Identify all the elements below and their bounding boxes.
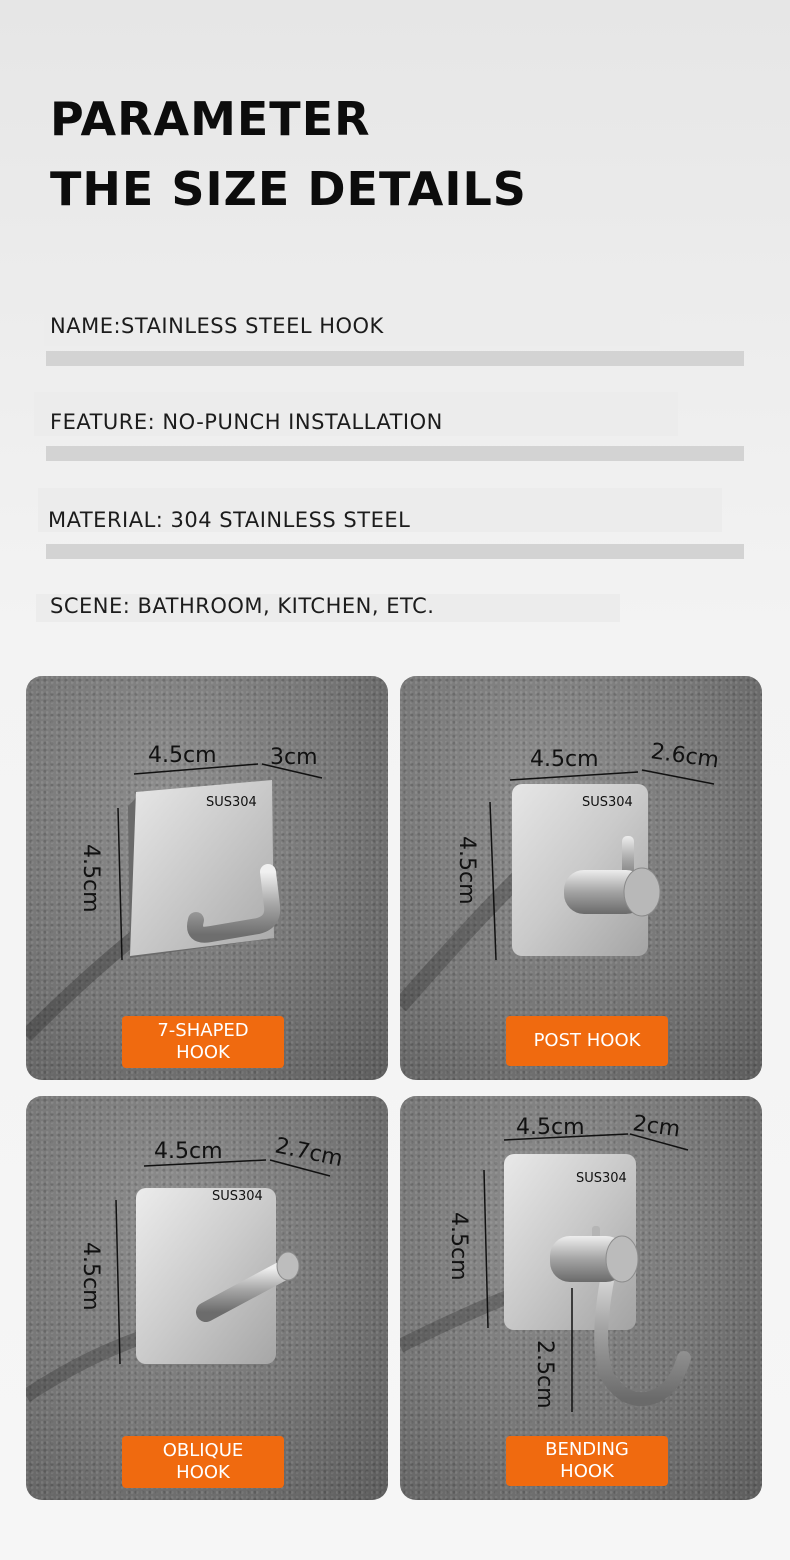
height-dimension: 4.5cm: [78, 844, 103, 913]
page-title: PARAMETER: [50, 92, 371, 146]
label-line: HOOK: [560, 1461, 614, 1482]
product-card-oblique-hook: [26, 1096, 388, 1500]
shadow: [26, 936, 136, 1036]
plate-text: SUS304: [582, 795, 633, 810]
rod-cap: [624, 868, 660, 916]
spec-name: NAME:STAINLESS STEEL HOOK: [50, 314, 384, 338]
spec-feature: FEATURE: NO-PUNCH INSTALLATION: [50, 410, 443, 434]
label-line: HOOK: [176, 1462, 230, 1483]
width-dimension: 4.5cm: [148, 743, 217, 768]
plate-text: SUS304: [576, 1171, 627, 1186]
label-line: 7-SHAPED: [157, 1019, 249, 1041]
label-line: BENDING: [545, 1438, 629, 1460]
depth-dimension: 2cm: [631, 1111, 682, 1143]
product-card-7-shaped-hook: [26, 676, 388, 1080]
page-subtitle: THE SIZE DETAILS: [50, 162, 527, 216]
divider: [46, 446, 744, 461]
label-line: HOOK: [176, 1042, 230, 1063]
spec-scene: SCENE: BATHROOM, KITCHEN, ETC.: [50, 594, 435, 618]
width-dimension-line: [510, 772, 638, 780]
shadow: [400, 1296, 510, 1346]
product-label-7-shaped-hook: [122, 1016, 284, 1068]
depth-dimension: 2.7cm: [272, 1133, 345, 1173]
product-label-oblique-hook: [122, 1436, 284, 1488]
drop-dimension: 2.5cm: [532, 1340, 557, 1409]
width-dimension: 4.5cm: [516, 1115, 585, 1140]
shadow: [26, 1336, 146, 1396]
height-dimension: 4.5cm: [78, 1242, 103, 1311]
product-label-post-hook: [506, 1016, 668, 1066]
product-card-bending-hook: [400, 1096, 762, 1500]
divider: [46, 351, 744, 366]
plate-text: SUS304: [206, 795, 257, 810]
rod-cap: [606, 1236, 638, 1282]
height-dimension: 4.5cm: [446, 1212, 471, 1281]
spec-material: MATERIAL: 304 STAINLESS STEEL: [48, 508, 411, 532]
depth-dimension: 2.6cm: [649, 739, 721, 774]
depth-dimension-line: [642, 770, 714, 784]
height-dimension: 4.5cm: [454, 836, 479, 905]
plate-text: SUS304: [212, 1189, 263, 1204]
label-line: POST HOOK: [533, 1029, 641, 1051]
product-label-bending-hook: [506, 1436, 668, 1486]
divider: [46, 544, 744, 559]
rod-cap: [277, 1252, 299, 1280]
depth-dimension: 3cm: [270, 745, 318, 770]
width-dimension: 4.5cm: [530, 747, 599, 772]
width-dimension: 4.5cm: [154, 1139, 223, 1164]
product-card-post-hook: [400, 676, 762, 1080]
height-dimension-line: [490, 802, 496, 960]
label-line: OBLIQUE: [162, 1439, 244, 1461]
height-dimension-line: [118, 808, 122, 960]
